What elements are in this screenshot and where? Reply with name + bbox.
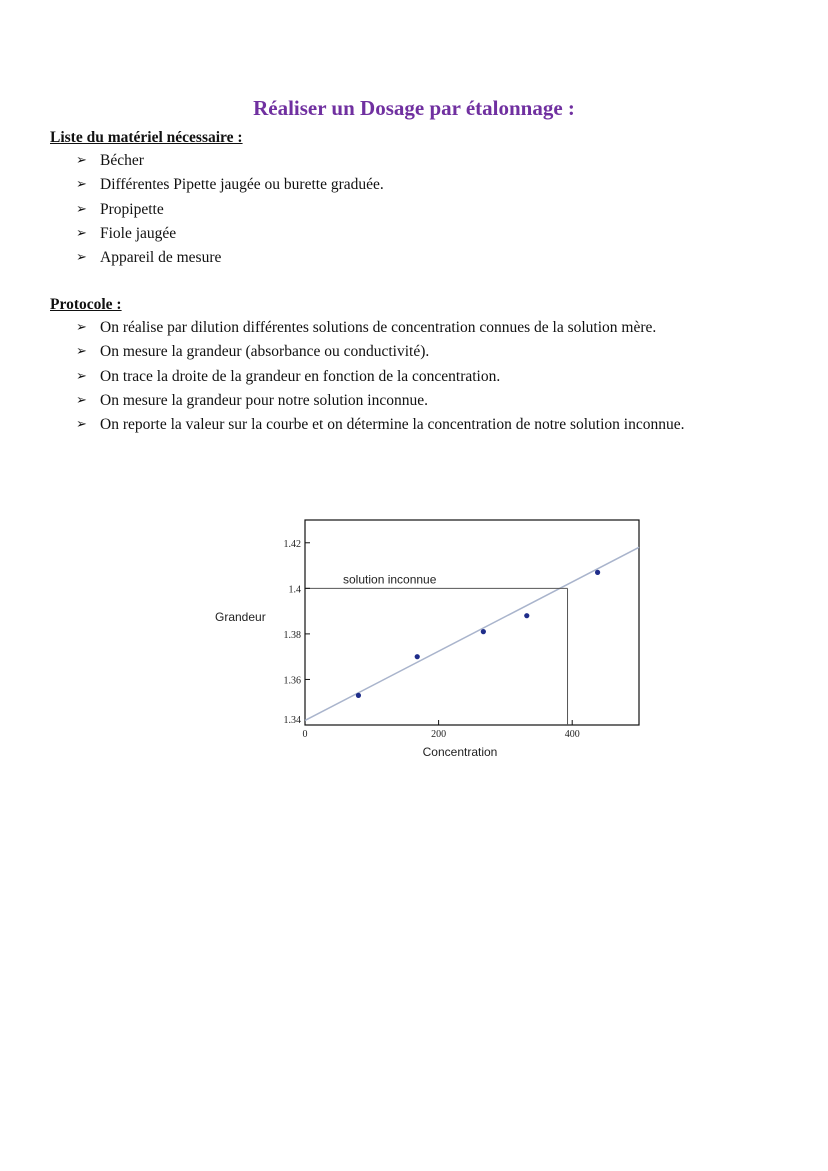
annotation-group [305,572,568,725]
materiel-heading: Liste du matériel nécessaire : [50,129,243,146]
x-tick-label: 0 [302,729,308,740]
bullet-arrow-icon: ➢ [76,344,87,360]
protocole-list [76,318,684,439]
x-tick-label: 200 [431,729,447,740]
materiel-item-label: Bécher [100,152,144,169]
protocole-item-label: On trace la droite de la grandeur en fonction de la concentration. [100,367,501,385]
protocole-item [76,415,684,439]
bullet-arrow-icon: ➢ [76,392,87,408]
materiel-list [76,151,384,272]
x-axis-label: Concentration [422,745,498,759]
materiel-item [76,151,384,175]
bullet-arrow-icon: ➢ [76,201,87,217]
materiel-item [76,248,384,272]
materiel-item [76,200,384,224]
y-axis-label: Grandeur [215,610,266,624]
protocole-item [76,318,684,342]
bullet-arrow-icon: ➢ [76,368,87,384]
materiel-item-label: Fiole jaugée [100,224,177,242]
annotation-label: solution inconnue [343,572,437,587]
protocole-item [76,342,684,366]
protocole-item-label: On mesure la grandeur pour notre solution inconnue. [100,391,428,409]
data-points-group [356,570,600,698]
y-tick-label: 1.4 [288,584,301,596]
y-tick-label: 1.34 [283,715,301,726]
protocole-item [76,367,684,391]
materiel-item [76,224,384,248]
protocole-item [76,391,684,415]
bullet-arrow-icon: ➢ [76,417,87,433]
materiel-item [76,175,384,199]
protocole-heading: Protocole : [50,296,122,313]
bullet-arrow-icon: ➢ [76,225,87,241]
materiel-item-label: Propipette [100,200,164,218]
data-point [481,629,486,634]
materiel-item-label: Différentes Pipette jaugée ou burette graduée. [100,176,384,194]
data-point [356,693,361,698]
protocole-item-label: On réalise par dilution différentes solutions de concentration connues de la solution mère. [100,319,657,336]
bullet-arrow-icon: ➢ [76,177,87,193]
data-point [595,570,600,575]
bullet-arrow-icon: ➢ [76,153,87,168]
protocole-item-label: On mesure la grandeur (absorbance ou conductivité). [100,343,430,361]
data-point [524,613,529,618]
y-tick-label: 1.38 [283,629,301,641]
bullet-arrow-icon: ➢ [76,320,87,335]
x-tick-label: 400 [564,729,580,740]
page-title: Réaliser un Dosage par étalonnage : [253,96,575,120]
calibration-chart [200,510,660,770]
protocole-item-label: On reporte la valeur sur la courbe et on détermine la concentration de notre solution inconnue. [100,416,685,434]
data-point [415,654,420,659]
y-tick-label: 1.42 [283,538,301,550]
ticks-group [284,539,580,740]
materiel-item-label: Appareil de mesure [100,249,222,267]
y-tick-label: 1.36 [283,675,301,687]
bullet-arrow-icon: ➢ [76,250,87,266]
